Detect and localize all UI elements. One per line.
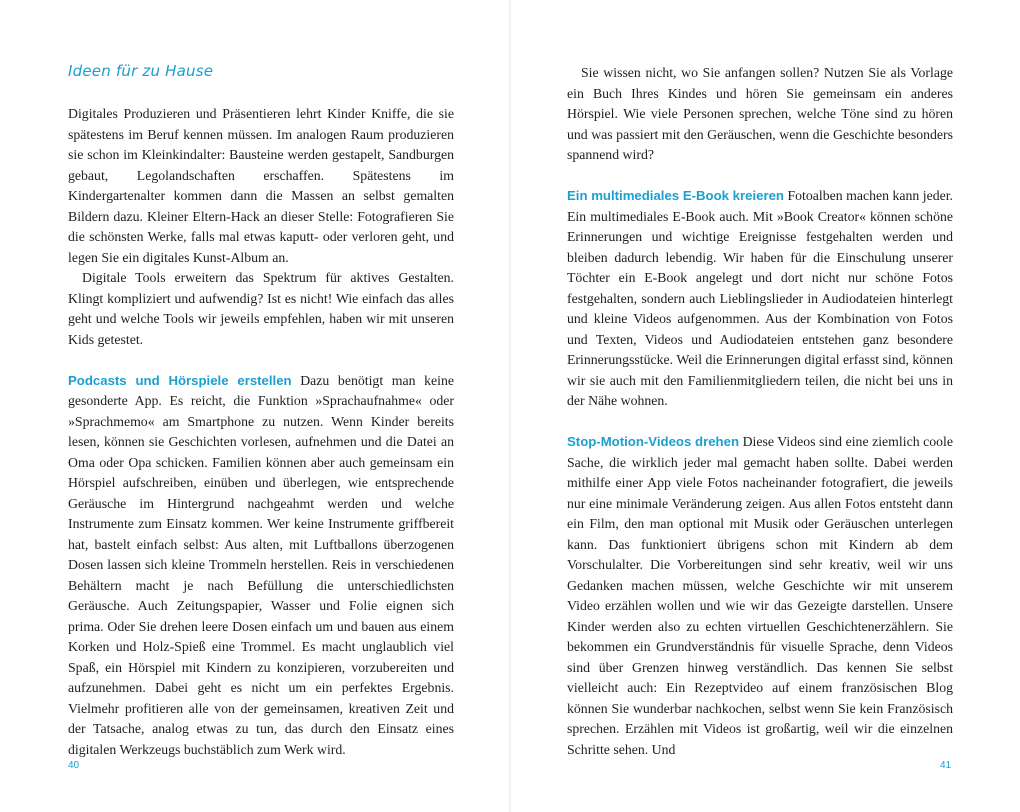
- podcast-paragraph: [68, 371, 454, 761]
- podcast-lead-heading: Podcasts und Hörspiele erstellen: [68, 372, 292, 388]
- left-text-column: [68, 104, 454, 760]
- podcast-body-text: Dazu benötigt man keine gesonderte App. Es reicht, die Funktion »Sprachaufnahme« oder »Sprachmemo« am Smartphone zu nutzen. Wenn Kinder bereits lesen, können sie Geschichten vorlesen, aufnehmen und die Datei an Oma oder Opa schicken. Familien können aber auch gemeinsam ein Hörspiel aufschreiben, einüben und überlegen, wie entsprechende Geräusche im Hintergrund nachgeahmt werden und welche Instrumente zum Einsatz kommen. Wer keine Instrumente griffbereit hat, bastelt einfach selbst: Aus alten, mit Luftballons überzogenen Dosen lassen sich kleine Trommeln herstellen. Reis in verschiedenen Behältern macht je nach Befüllung die unterschiedlichsten Geräusche. Auch Zeitungspapier, Wasser und Folie eignen sich prima. Oder Sie drehen leere Dosen einfach um und bauen aus einem Korken und Holz-Spieß eine Trommel. Es macht unglaublich viel Spaß, ein Hörspiel mit Kindern zu konzipieren, vorzubereiten und aufzunehmen. Dabei geht es nicht um ein perfektes Ergebnis. Vielmehr profitieren alle von der gemeinsamen, kreativen Zeit und der Tatsache, analog etwas zu tun, das durch den Einsatz eines digitalen Werkzeugs buchstäblich zum Werk wird.: [68, 372, 454, 757]
- intro-paragraph-2: Digitale Tools erweitern das Spektrum für aktives Gestalten. Klingt kompliziert und aufwendig? Ist es nicht! Wie einfach das alles geht und welche Tools wir jeweils empfehlen, haben wir mit unseren Kids getestet.: [68, 270, 454, 347]
- page-number-right: 41: [940, 760, 952, 771]
- ebook-paragraph: [567, 186, 953, 412]
- right-text-column: [567, 63, 953, 760]
- stop-motion-body-text: Diese Videos sind eine ziemlich coole Sache, die wirklich jeder mal gemacht haben sollte. Dabei werden mithilfe einer App viele Fotos nacheinander fotografiert, die jeweils nur eine minimale Veränderung zeigen. Aus allen Fotos entsteht dann ein Film, den man optional mit Musik oder Geräuschen unterlegen kann. Das funktioniert übrigens schon mit Kindern ab dem Vorschulalter. Die Vorbereitungen sind sehr kreativ, weil wir uns Gedanken machen müssen, welche Geschichte wir mit unserem Video erzählen wollen und wie wir das Gezeigte darstellen. Unsere Kinder werden also zu echten virtuellen Geschichtenerzählern. Sie bekommen ein Grundverständnis für visuelle Sprache, denn Videos sind über Grenzen hinweg verständlich. Das kennen Sie selbst vielleicht auch: Ein Rezeptvideo auf einem französischen Blog können Sie wunderbar nachkochen, selbst wenn Sie kein Französisch sprechen. Erzählen mit Videos ist großartig, weil wir die einzelnen Schritte sehen. Und: [567, 434, 954, 757]
- ebook-body-text: Fotoalben machen kann jeder. Ein multimediales E-Book auch. Mit »Book Creator« können schöne Erinnerungen und wichtige Ereignisse festgehalten werden und bleiben dadurch lebendig. Wir haben für die Einschulung unserer Töchter ein E-Book angelegt und dort nicht nur schöne Fotos festgehalten, sondern auch Lieblingslieder in Audiodateien hinterlegt und kleine Videos aufgenommen. Aus der Kombination von Fotos und Texten, Videos und Audiodateien entstehen ganz besondere Erinnerungsstücke. Weil die Erinnerungen digital erfasst sind, können wir sie auch mit den Familienmitgliedern teilen, die nicht bei uns in der Nähe wohnen.: [567, 188, 954, 408]
- stop-motion-lead-heading: Stop-Motion-Videos drehen: [567, 434, 740, 449]
- right-page: [510, 0, 1020, 812]
- stop-motion-paragraph: [567, 432, 953, 760]
- ebook-lead-heading: Ein multimediales E-Book kreieren: [567, 188, 784, 203]
- continuation-paragraph: Sie wissen nicht, wo Sie anfangen sollen? Nutzen Sie als Vorlage ein Buch Ihres Kindes und hören Sie gemeinsam ein anderes Hörspiel. Wie viele Personen sprechen, welche Töne sind zu hören und was passiert mit den Geräuschen, wenn die Geschichte besonders spannend wird?: [567, 65, 953, 162]
- page-number-left: 40: [68, 760, 80, 771]
- section-heading: Ideen für zu Hause: [68, 62, 214, 80]
- intro-paragraph-1: Digitales Produzieren und Präsentieren lehrt Kinder Kniffe, die sie spätestens im Beruf kennen müssen. Im analogen Raum produzieren sie schon im Kleinkindalter: Bausteine werden gestapelt, Sandburgen gebaut, Legolandschaften erschaffen. Spätestens im Kindergartenalter kommen dann die Massen an selbst gemalten Bildern dazu. Kleiner Eltern-Hack an dieser Stelle: Fotografieren Sie die schönsten Werke, falls mal etwas kaputt- oder verloren geht, und legen Sie ein digitales Kunst-Album an.: [68, 106, 454, 265]
